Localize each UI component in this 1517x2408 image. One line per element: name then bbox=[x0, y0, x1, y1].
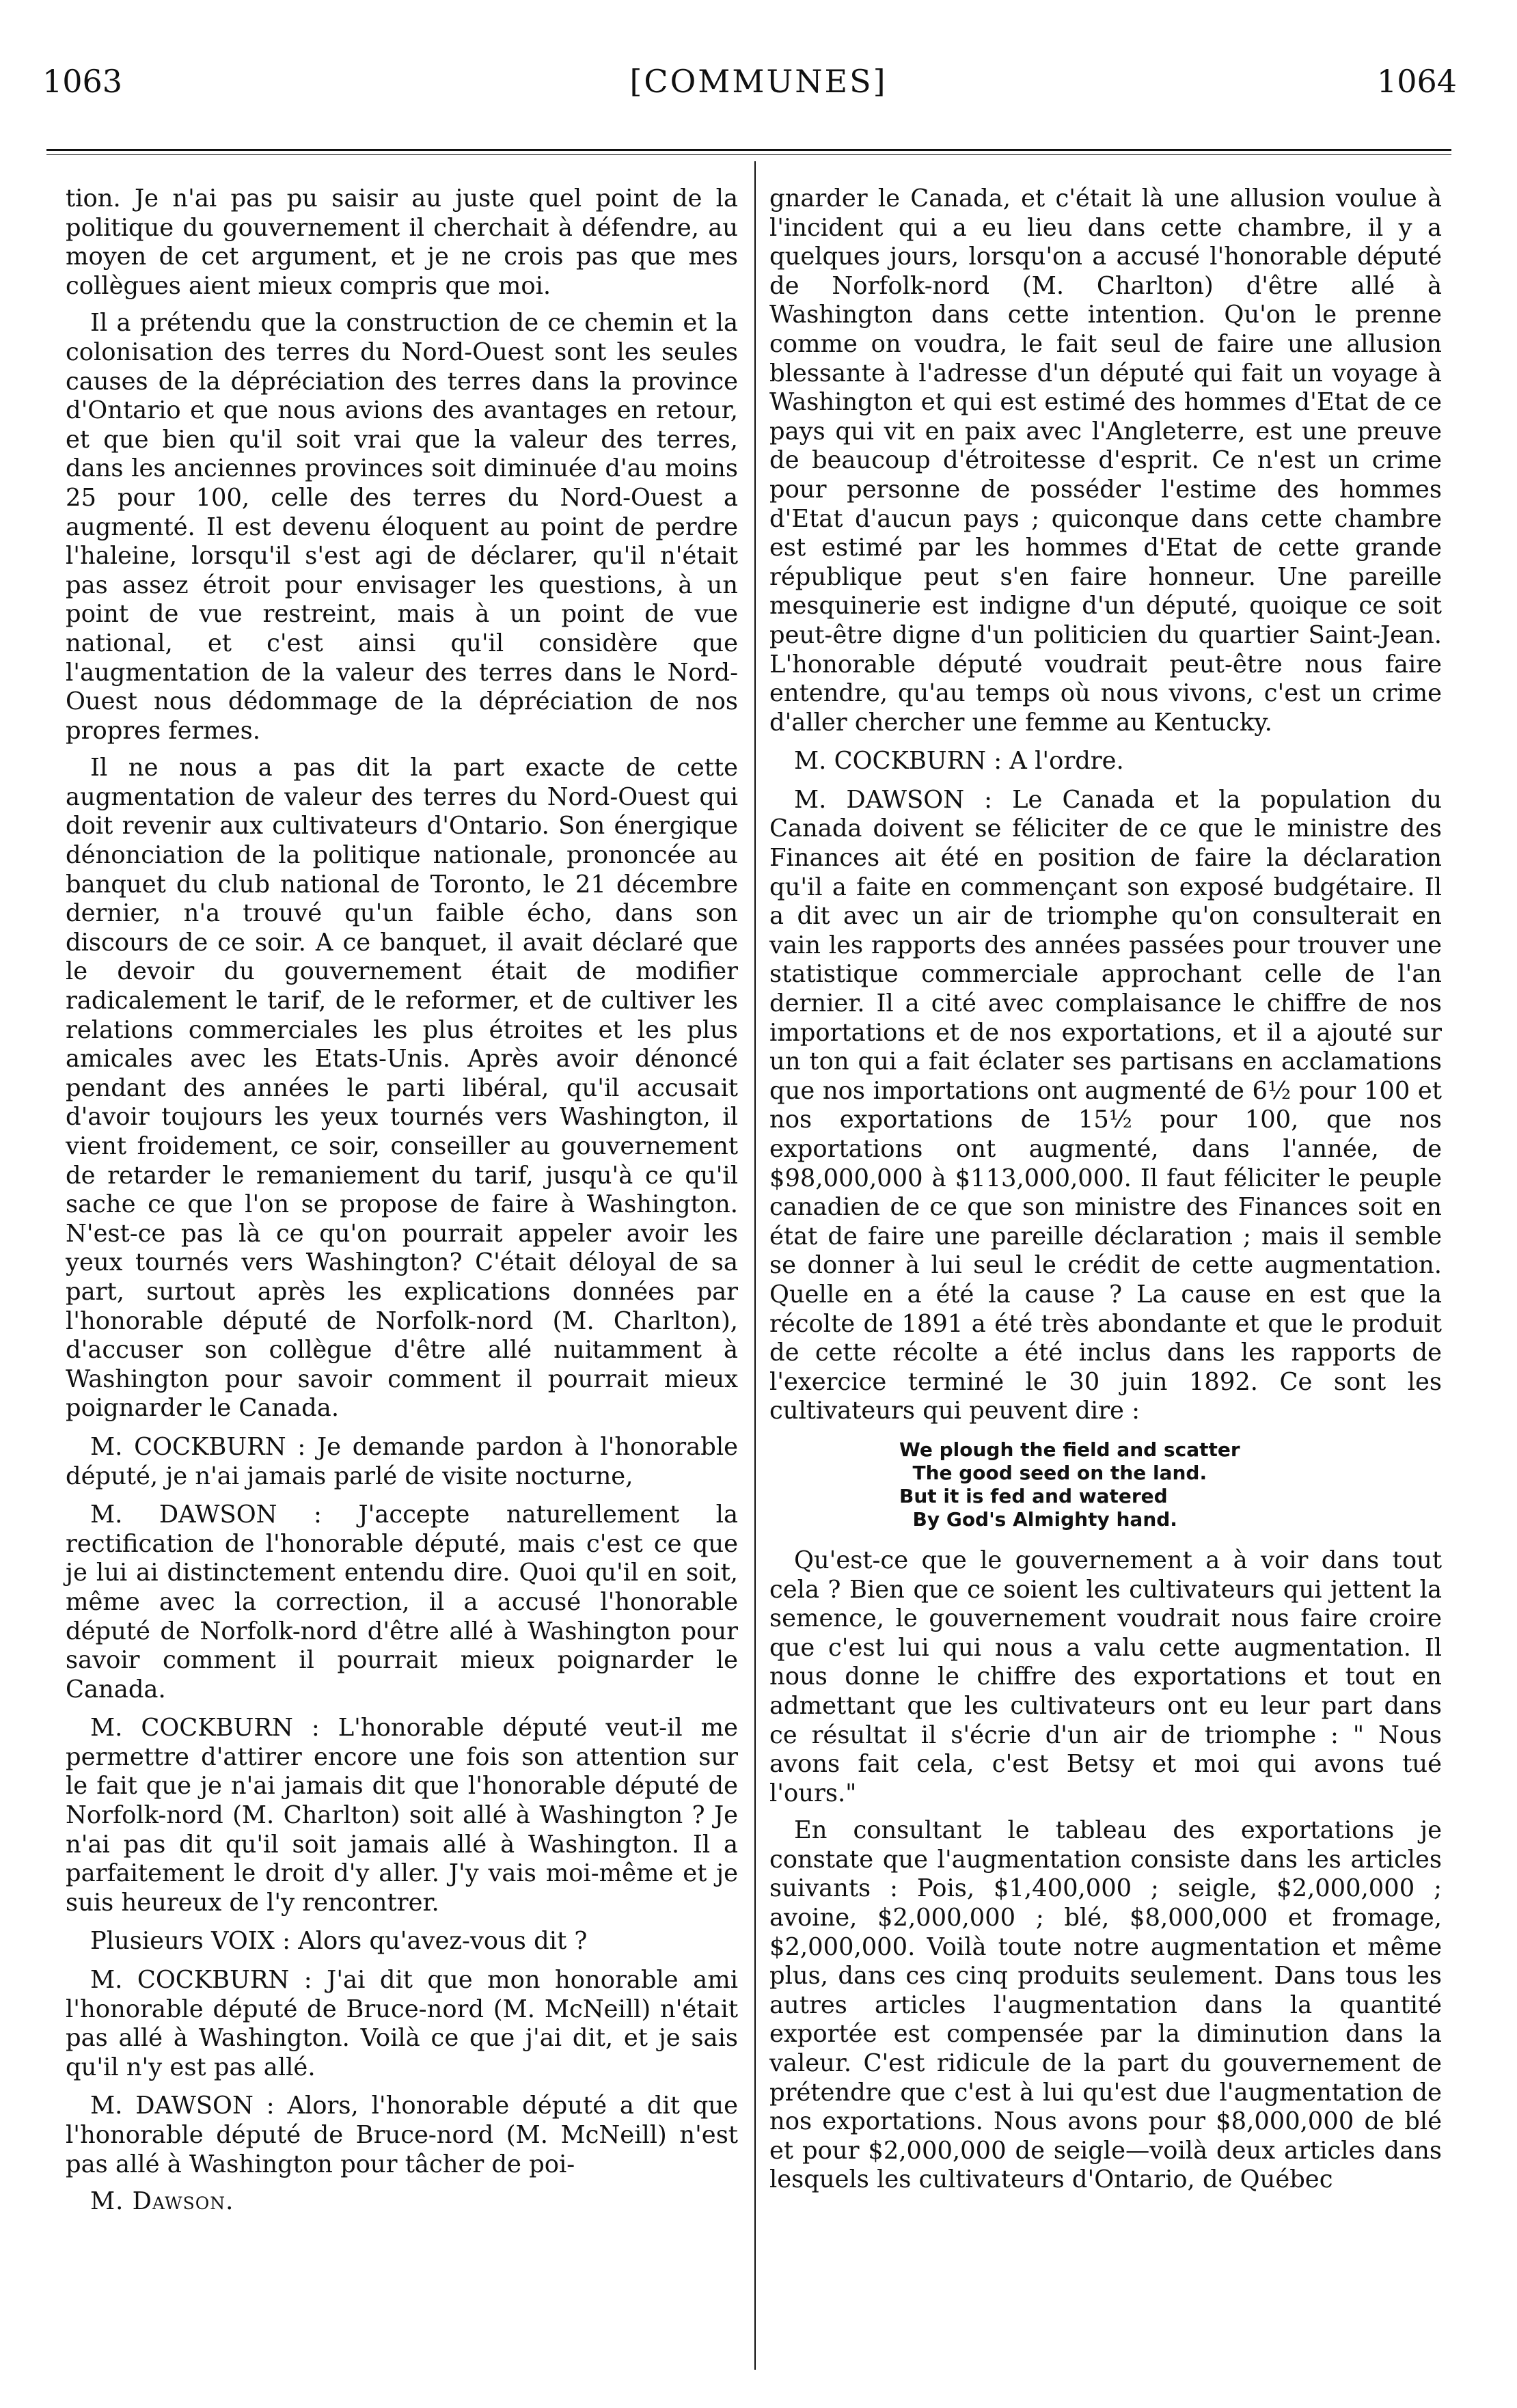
paragraph: gnarder le Canada, et c'était là une allusion voulue à l'incident qui a eu lieu dans cette chambre, il y a quelques jours, lorsqu'on a accusé l'honorable député de Norfolk-nord (M. Charlton) d'être allé à Washington dans cette intention. Qu'on le prenne comme on voudra, le fait seul de faire une allusion blessante à l'adresse d'un député qui fait un voyage à Washington et qui est estimé des hommes d'Etat de ce pays qui vit en paix avec l'Angleterre, est une preuve de beaucoup d'étroitesse d'esprit. Ce n'est un crime pour personne de posséder l'estime des hommes d'Etat d'aucun pays ; quiconque dans cette chambre est estimé par les hommes d'Etat de cette grande république peut s'en faire honneur. Une pareille mesquinerie est indigne d'un député, quoique ce soit peut-être digne d'un politicien du quartier Saint-Jean. L'honorable député voudrait peut-être nous faire entendre, qu'au temps où nous vivons, c'est un crime d'aller chercher une femme au Kentucky. bbox=[769, 184, 1442, 737]
speaker-paragraph: M. COCKBURN : L'honorable député veut-il me permettre d'attirer encore une fois son attention sur le fait que je n'ai jamais dit que l'honorable député de Norfolk-nord (M. Charlton) soit allé à Washington ? Je n'ai pas dit qu'il soit jamais allé à Washington. Il a parfaitement le droit d'y aller. J'y vais moi-même et je suis heureux de l'y rencontrer. bbox=[66, 1714, 738, 1917]
speaker-paragraph: M. COCKBURN : J'ai dit que mon honorable ami l'honorable député de Bruce-nord (M. McNeill) n'était pas allé à Washington. Voilà ce que j'ai dit, et je sais qu'il n'y est pas allé. bbox=[66, 1966, 738, 2081]
header-rule-thin bbox=[46, 154, 1451, 155]
column-divider bbox=[754, 161, 756, 2370]
page-header bbox=[0, 0, 1517, 157]
page-number-right: 1064 bbox=[1376, 63, 1457, 100]
speaker-paragraph: M. COCKBURN : A l'ordre. bbox=[794, 747, 1124, 776]
speaker-paragraph: M. COCKBURN : Je demande pardon à l'honorable député, je n'ai jamais parlé de visite nocturne, bbox=[66, 1432, 738, 1490]
hymn-quote bbox=[899, 1438, 1442, 1531]
speaker-paragraph: M. DAWSON : Alors, l'honorable député a dit que l'honorable député de Bruce-nord (M. McNeill) n'est pas allé à Washington pour tâcher de poi- bbox=[66, 2092, 738, 2178]
speaker-paragraph: M. DAWSON : Le Canada et la population du Canada doivent se féliciter de ce que le ministre des Finances ait été en position de faire la déclaration qu'il a faite en commençant son exposé budgétaire. Il a dit avec un air de triomphe qu'on consulterait en vain les rapports des années passées pour trouver une statistique commerciale approchant celle de l'an dernier. Il a cité avec complaisance le chiffre de nos importations et de nos exportations, et il a ajouté sur un ton qui a fait éclater ses partisans en acclamations que nos importations ont augmenté de 6½ pour 100 et nos exportations de 15½ pour 100, que nos exportations ont augmenté, dans l'année, de $98,000,000 à $113,000,000. Il faut féliciter le peuple canadien de ce que son ministre des Finances soit en état de faire une pareille déclaration ; mais il semble se donner à lui seul le crédit de cette augmentation. Quelle en a été la cause ? La cause en est que la récolte de 1891 a été très abondante et que le produit de cette récolte a été inclus dans les rapports de l'exercice terminé le 30 juin 1892. Ce sont les cultivateurs qui peuvent dire : bbox=[769, 785, 1442, 1425]
speaker-paragraph: M. DAWSON : J'accepte naturellement la rectification de l'honorable député, mais c'est ce que je lui ai distinctement entendu dire. Quoi qu'il en soit, même avec la correction, il a accusé l'honorable député de Norfolk-nord d'être allé à Washington pour savoir comment il pourrait mieux poignarder le Canada. bbox=[66, 1501, 738, 1704]
footer-signature: M. Dawson. bbox=[90, 2187, 234, 2216]
paragraph: Qu'est-ce que le gouvernement a à voir dans tout cela ? Bien que ce soient les cultivateurs qui jettent la semence, le gouvernement voudrait nous faire croire que c'est lui qui nous a valu cette augmentation. Il nous donne le chiffre des exportations et tout en admettant que les cultivateurs ont eu leur part dans ce résultat il s'écrie d'un air de triomphe : " Nous avons fait cela, c'est Betsy et moi qui avons tué l'ours." bbox=[769, 1546, 1442, 1807]
speaker-paragraph: Plusieurs VOIX : Alors qu'avez-vous dit ? bbox=[90, 1927, 588, 1956]
header-rule-thick bbox=[46, 149, 1451, 151]
left-column bbox=[66, 184, 738, 2217]
poem-line: But it is fed and watered bbox=[899, 1484, 1168, 1507]
page-number-left: 1063 bbox=[42, 63, 123, 100]
running-title: [COMMUNES] bbox=[629, 63, 888, 100]
paragraph: Il a prétendu que la construction de ce chemin et la colonisation des terres du Nord-Ouest sont les seules causes de la dépréciation des terres dans la province d'Ontario et que nous avions des avantages en retour, et que bien qu'il soit vrai que la valeur des terres, dans les anciennes provinces soit diminuée d'au moins 25 pour 100, celle des terres du Nord-Ouest a augmenté. Il est devenu éloquent au point de perdre l'haleine, lorsqu'il s'est agi de déclarer, qu'il n'était pas assez étroit pour envisager les questions, à un point de vue restreint, mais à un point de vue national, et c'est ainsi qu'il considère que l'augmentation de la valeur des terres dans le Nord-Ouest nous dédommage de la dépréciation de nos propres fermes. bbox=[66, 309, 738, 745]
poem-line: We plough the field and scatter bbox=[899, 1438, 1240, 1461]
poem-line: The good seed on the land. bbox=[899, 1461, 1207, 1484]
paragraph: Il ne nous a pas dit la part exacte de cette augmentation de valeur des terres du Nord-Ouest qui doit revenir aux cultivateurs d'Ontario. Son énergique dénonciation de la politique nationale, prononcée au banquet du club national de Toronto, le 21 décembre dernier, n'a trouvé qu'un faible écho, dans son discours de ce soir. A ce banquet, il avait déclaré que le devoir du gouvernement était de modifier radicalement le tarif, de le reformer, et de cultiver les relations commerciales les plus étroites et les plus amicales avec les Etats-Unis. Après avoir dénoncé pendant des années le parti libéral, qu'il accusait d'avoir toujours les yeux tournés vers Washington, il vient froidement, ce soir, conseiller au gouvernement de retarder le remaniement du tarif, jusqu'à ce qu'il sache ce que l'on se propose de faire à Washington. N'est-ce pas là ce qu'on pourrait appeler avoir les yeux tournés vers Washington? C'était déloyal de sa part, surtout après les explications données par l'honorable député de Norfolk-nord (M. Charlton), d'accuser son collègue d'être allé nuitamment à Washington pour savoir comment il pourrait mieux poignarder le Canada. bbox=[66, 754, 738, 1423]
paragraph: En consultant le tableau des exportations je constate que l'augmentation consiste dans les articles suivants : Pois, $1,400,000 ; seigle, $2,000,000 ; avoine, $2,000,000 ; blé, $8,000,000 et fromage, $2,000,000. Voilà toute notre augmentation et même plus, dans ces cinq produits seulement. Dans tous les autres articles l'augmentation dans la quantité exportée est compensée par la diminution dans la valeur. C'est ridicule de la part du gouvernement de prétendre que c'est à lui qu'est due l'augmentation de nos exportations. Nous avons pour $8,000,000 de blé et pour $2,000,000 de seigle—voilà deux articles dans lesquels les cultivateurs d'Ontario, de Québec bbox=[769, 1816, 1442, 2194]
poem-line: By God's Almighty hand. bbox=[899, 1507, 1177, 1531]
paragraph: tion. Je n'ai pas pu saisir au juste quel point de la politique du gouvernement il cherchait à défendre, au moyen de cet argument, et je ne crois pas que mes collègues aient mieux compris que moi. bbox=[66, 184, 738, 300]
right-column bbox=[769, 184, 1442, 2203]
